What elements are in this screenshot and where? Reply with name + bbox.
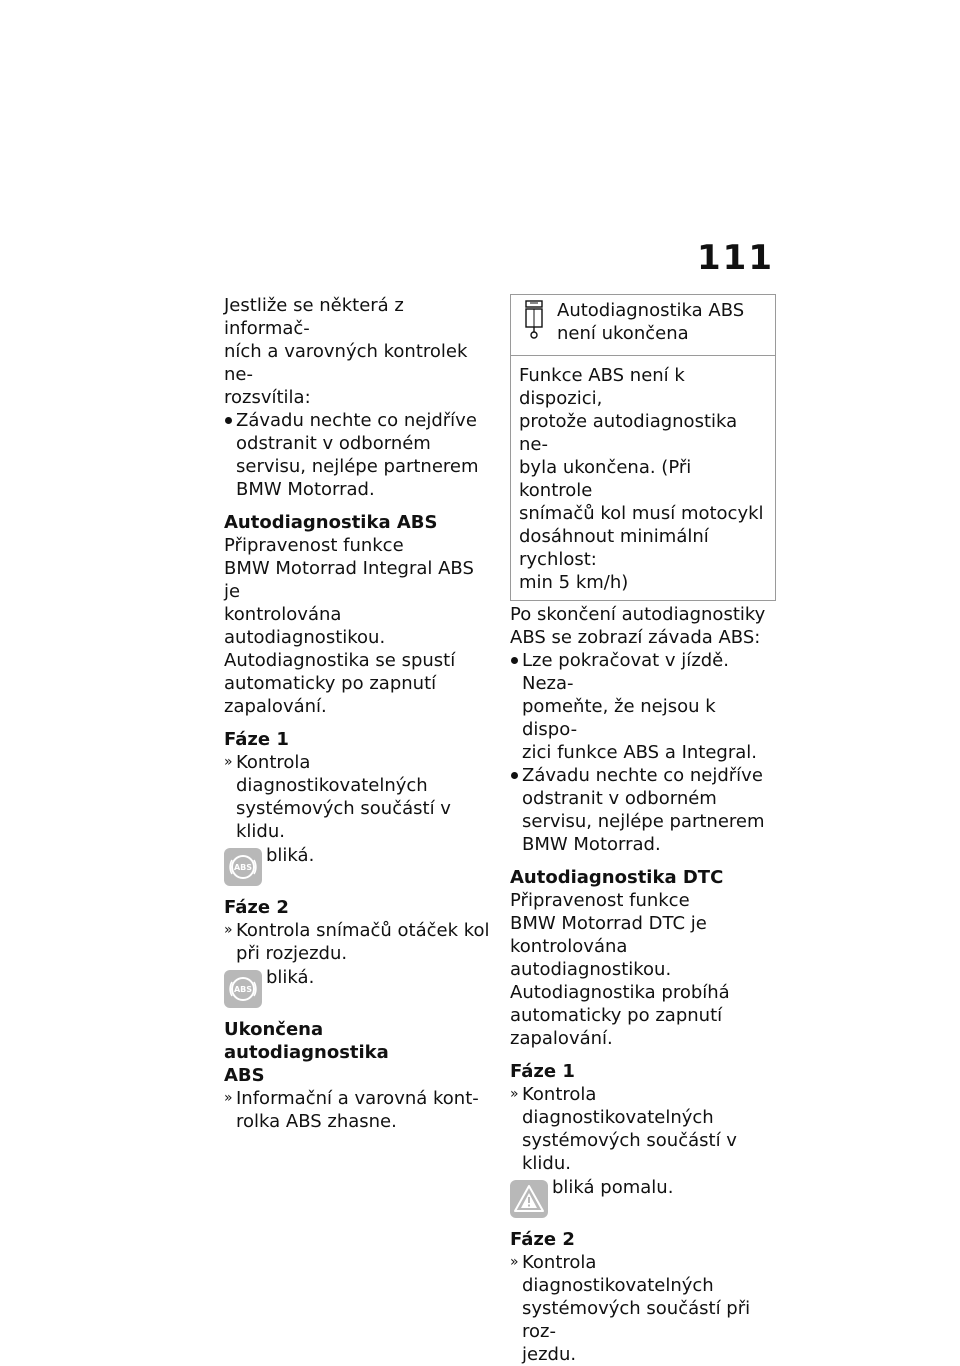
phase1-heading: Fáze 1 <box>224 729 289 750</box>
end-step: » Informační a varovná kont- rolka ABS zhasne. <box>224 1088 479 1132</box>
blinks-label: bliká. <box>266 845 315 866</box>
left-column <box>224 294 490 1133</box>
bullet-item: Lze pokračovat v jízdě. Neza- pomeňte, že nejsou k dispo- zici funkce ABS a Integral. <box>510 649 776 764</box>
dtc-paragraph: Připravenost funkce BMW Motorrad DTC je kontrolována autodiagnostikou. Autodiagnostika probíhá automaticky po zapnutí zapalování. <box>510 890 730 1049</box>
phase1-indicator <box>224 844 490 886</box>
dtc-warning-triangle-icon <box>510 1180 548 1218</box>
right-column <box>510 294 776 1366</box>
dtc-indicator <box>510 1176 776 1218</box>
abs-paragraph: Připravenost funkce BMW Motorrad Integral ABS je kontrolována autodiagnostikou. Autodiagnostika se spustí automaticky po zapnutí zapalování. <box>224 535 474 717</box>
intro-text: Jestliže se některá z informač- ních a varovných kontrolek ne- rozsvítila: <box>224 295 468 408</box>
phase2-indicator <box>224 966 490 1008</box>
blinks-label: bliká. <box>266 967 315 988</box>
bullet-item: Závadu nechte co nejdříve odstranit v odborném servisu, nejlépe partnerem BMW Motorrad. <box>510 764 776 856</box>
info-box-title: Autodiagnostika ABS není ukončena <box>557 300 745 344</box>
step-marker: » <box>224 1090 233 1106</box>
abs-warning-icon <box>224 848 262 886</box>
blinks-slowly-label: bliká pomalu. <box>552 1177 674 1198</box>
phase2-step: » Kontrola diagnostikovatelných systémových součástí při roz- jezdu. <box>510 1252 751 1365</box>
heading-abs-selfdiagnosis: Autodiagnostika ABS <box>224 512 438 533</box>
heading-dtc-selfdiagnosis: Autodiagnostika DTC <box>510 867 724 888</box>
phase2-heading: Fáze 2 <box>224 897 289 918</box>
step-marker: » <box>510 1254 519 1270</box>
abs-icon-label: ABS <box>233 863 253 872</box>
phase1-step: » Kontrola diagnostikovatelných systémových součástí v klidu. <box>510 1084 737 1174</box>
phase2-heading: Fáze 2 <box>510 1229 575 1250</box>
info-box-header <box>511 295 775 356</box>
phase1-step: » Kontrola diagnostikovatelných systémových součástí v klidu. <box>224 752 451 842</box>
step-marker: » <box>224 922 233 938</box>
abs-warning-icon <box>224 970 262 1008</box>
page-number: 111 <box>697 238 774 278</box>
step-marker: » <box>224 754 233 770</box>
phase1-heading: Fáze 1 <box>510 1061 575 1082</box>
phase2-step: » Kontrola snímačů otáček kol při rozjezdu. <box>224 920 490 964</box>
info-box-body: Funkce ABS není k dispozici, protože autodiagnostika ne- byla ukončena. (Při kontrole snímačů kol musí motocykl dosáhnout minimální rychlost: min 5 km/h) <box>519 365 764 593</box>
diagnostic-tester-icon <box>523 299 545 345</box>
info-box <box>510 294 776 601</box>
heading-abs-selfdiagnosis-ended: Ukončena autodiagnostika ABS <box>224 1019 389 1086</box>
abs-icon-label: ABS <box>233 985 253 994</box>
after-box-text: Po skončení autodiagnostiky ABS se zobrazí závada ABS: <box>510 604 766 648</box>
bullet-item: Závadu nechte co nejdříve odstranit v odborném servisu, nejlépe partnerem BMW Motorrad. <box>224 409 490 501</box>
step-marker: » <box>510 1086 519 1102</box>
